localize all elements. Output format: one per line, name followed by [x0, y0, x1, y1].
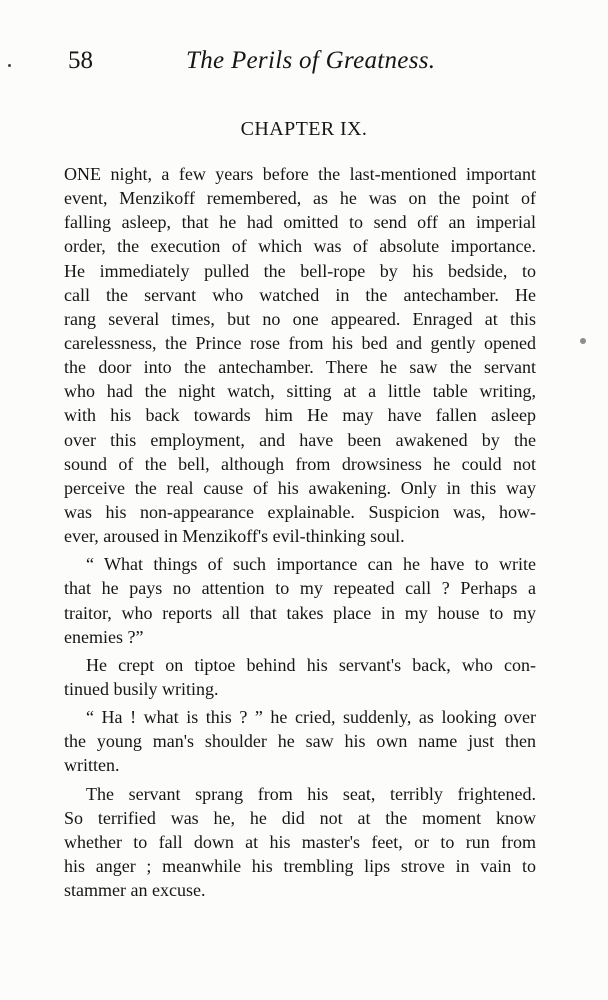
- text-line: event, Menzikoff remembered, as he was on the point of: [64, 188, 536, 209]
- page-number: 58: [68, 47, 93, 74]
- paragraph: [64, 162, 536, 548]
- text-line: who had the night watch, sitting at a little table writing,: [64, 381, 536, 402]
- text-line: his anger ; meanwhile his trembling lips strove in vain to: [64, 855, 536, 876]
- text-line: carelessness, the Prince rose from his bed and gently opened: [64, 332, 536, 353]
- text-line: over this employment, and have been awakened by the: [64, 429, 536, 450]
- text-line: whether to fall down at his master's feet, or to run from: [64, 831, 536, 852]
- text-line: with his back towards him He may have fallen asleep: [64, 405, 536, 426]
- text-line: “ Ha ! what is this ? ” he cried, suddenly, as looking over: [86, 707, 536, 728]
- page-header: [68, 44, 548, 78]
- text-line: stammer an excuse.: [64, 880, 206, 901]
- text-line: enemies ?”: [64, 626, 144, 647]
- text-line: rang several times, but no one appeared. Enraged at this: [64, 308, 536, 329]
- text-line: sound of the bell, although from drowsiness he could not: [64, 453, 536, 474]
- text-line: was his non-appearance explainable. Suspicion was, how-: [64, 501, 536, 522]
- text-line: the door into the antechamber. There he saw the servant: [64, 357, 536, 378]
- text-line: the young man's shoulder he saw his own name just then: [64, 731, 536, 752]
- text-line: He crept on tiptoe behind his servant's back, who con-: [86, 654, 536, 675]
- text-line: falling asleep, that he had omitted to send off an imperial: [64, 212, 536, 233]
- text-line: ever, aroused in Menzikoff's evil-thinking soul.: [64, 526, 405, 547]
- text-line: perceive the real cause of his awakening. Only in this way: [64, 477, 536, 498]
- text-line: The servant sprang from his seat, terribly frightened.: [86, 783, 536, 804]
- text-line: that he pays no attention to my repeated call ? Perhaps a: [64, 578, 536, 599]
- text-line: ONE night, a few years before the last-mentioned important: [64, 164, 536, 184]
- text-line: He immediately pulled the bell-rope by his bedside, to: [64, 260, 536, 281]
- chapter-text: [64, 162, 536, 902]
- paragraph: [64, 653, 536, 701]
- paragraph: [64, 782, 536, 903]
- text-line: written.: [64, 755, 120, 776]
- text-line: “ What things of such importance can he have to write: [86, 554, 536, 575]
- text-line: tinued busily writing.: [64, 678, 219, 699]
- text-line: call the servant who watched in the antechamber. He: [64, 284, 536, 305]
- text-line: order, the execution of which was of absolute importance.: [64, 236, 536, 257]
- chapter-title: CHAPTER IX.: [240, 118, 368, 140]
- text-line: traitor, who reports all that takes place in my house to my: [64, 602, 536, 623]
- text-line: So terrified was he, he did not at the moment know: [64, 807, 536, 828]
- page-speck: [8, 64, 11, 67]
- paragraph: [64, 552, 536, 649]
- running-title: The Perils of Greatness.: [186, 47, 436, 74]
- paragraph: [64, 705, 536, 777]
- margin-spot: [580, 338, 586, 344]
